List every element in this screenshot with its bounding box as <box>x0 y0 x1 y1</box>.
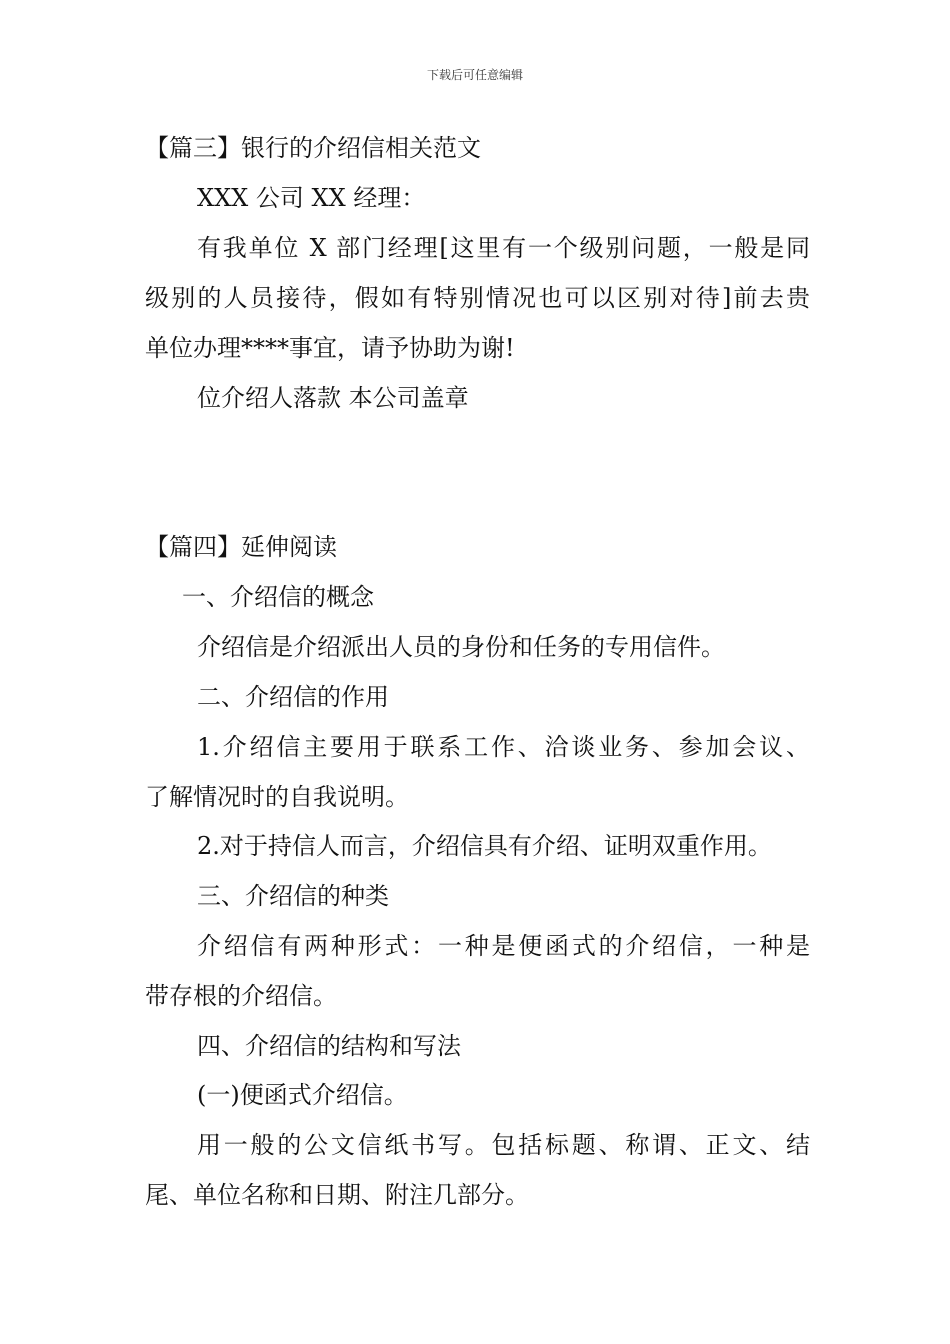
letter-body-line-3: 单位办理****事宜，请予协助为谢! <box>145 334 515 362</box>
letter-body-line-2: 级别的人员接待，假如有特别情况也可以区别对待]前去贵 <box>145 284 810 312</box>
letter-signature: 位介绍人落款 本公司盖章 <box>197 384 469 412</box>
paragraph-concept: 介绍信是介绍派出人员的身份和任务的专用信件。 <box>197 633 725 661</box>
heading-structure: 四、介绍信的结构和写法 <box>197 1032 461 1060</box>
subheading-memo-letter: (一)便函式介绍信。 <box>197 1081 408 1109</box>
header-note: 下载后可任意编辑 <box>426 68 523 82</box>
structure-paragraph-line-1: 用一般的公文信纸书写。包括标题、称谓、正文、结 <box>197 1131 810 1159</box>
function-item-2: 2.对于持信人而言，介绍信具有介绍、证明双重作用。 <box>197 832 772 860</box>
function-item-1-line-1: 1.介绍信主要用于联系工作、洽谈业务、参加会议、 <box>197 733 810 761</box>
function-item-1-line-2: 了解情况时的自我说明。 <box>145 783 409 811</box>
heading-function: 二、介绍信的作用 <box>197 683 389 711</box>
types-paragraph-line-2: 带存根的介绍信。 <box>145 982 337 1010</box>
section-3-title: 【篇三】银行的介绍信相关范文 <box>145 134 481 162</box>
heading-concept: 一、介绍信的概念 <box>182 583 374 611</box>
types-paragraph-line-1: 介绍信有两种形式：一种是便函式的介绍信，一种是 <box>197 932 810 960</box>
heading-types: 三、介绍信的种类 <box>197 882 389 910</box>
letter-salutation: XXX 公司 XX 经理： <box>197 184 426 212</box>
letter-body-line-1: 有我单位 X 部门经理[这里有一个级别问题，一般是同 <box>197 234 810 262</box>
structure-paragraph-line-2: 尾、单位名称和日期、附注几部分。 <box>145 1181 529 1209</box>
section-4-title: 【篇四】延伸阅读 <box>145 533 337 561</box>
